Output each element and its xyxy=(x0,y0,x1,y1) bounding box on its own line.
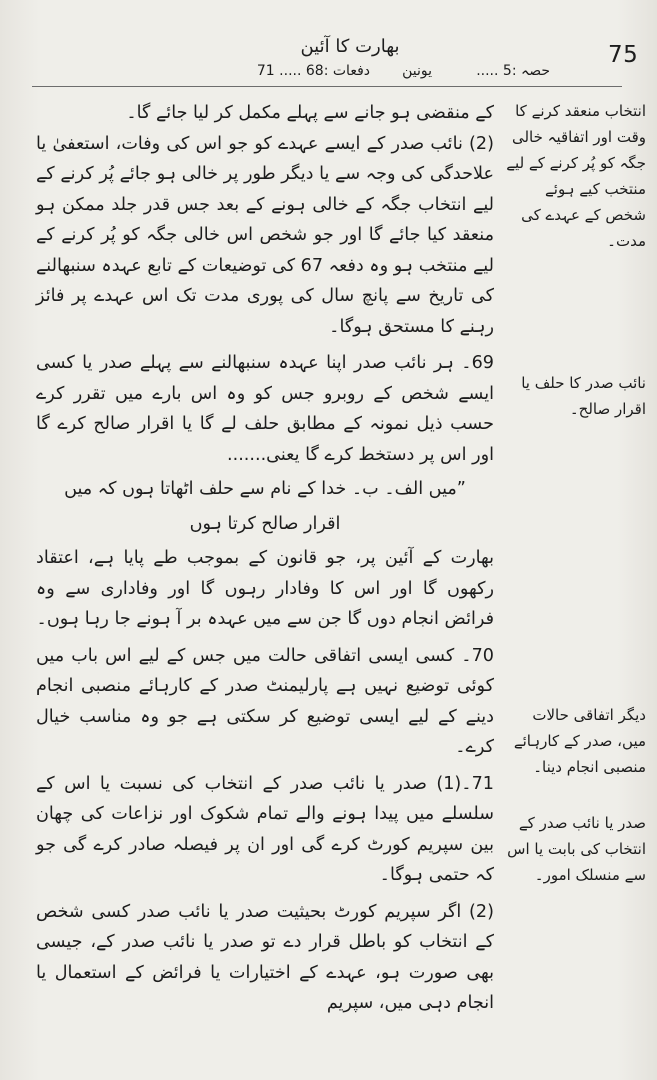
oath-line-2: اقرار صالح کرتا ہوں xyxy=(189,513,341,534)
margin-note-election-disputes: صدر یا نائب صدر کے انتخاب کی بابت یا اس سے منسلک امور۔ xyxy=(507,814,646,884)
paragraph-68-2: (2) نائب صدر کے ایسے عہدے کو جو اس کی وفات، استعفیٰ یا علاحدگی کی وجہ سے یا دیگر طور پر خالی ہو جائے پُر کرنے کے لیے انتخاب جگہ کے خالی ہونے کے بعد جس قدر جلد ممکن ہو منعقد کیا جائے گا اور جو شخص اس خالی جگہ کو پُر کرنے کے لیے منتخب ہو وہ دفعہ 67 کی توضیعات کے تابع عہدہ سنبھالنے کی تاریخ سے پانچ سال کی پوری مدت تک اس عہدے پر فائز رہنے کا مستحق ہوگا۔ xyxy=(36,133,494,337)
paragraph-71-1: 71۔(1) صدر یا نائب صدر کے انتخاب کی نسبت یا اس کے سلسلے میں پیدا ہونے والے تمام شکوک اور نزاعات کی چھان بین سپریم کورٹ کرے گی اور ان پر فیصلہ صادر کرے گی جو کہ حتمی ہوگا۔ xyxy=(36,773,494,885)
unit-label: یونین xyxy=(402,63,432,79)
sections-label: دفعات :68 ..... 71 xyxy=(256,63,370,79)
paragraph-69: 69۔ ہر نائب صدر اپنا عہدہ سنبھالنے سے پہلے صدر یا کسی ایسے شخص کے روبرو جس کو وہ اس بارے میں تقرر کرے حسب ذیل نمونہ کے مطابق حلف لے گا یا اقرار صالح کرے گا اور اس پر دستخط کرے گا یعنی....... xyxy=(36,353,494,465)
part-label: حصہ :5 ..... xyxy=(476,63,550,79)
paragraph-71-2: (2) اگر سپریم کورٹ بحیثیت صدر یا نائب صدر کسی شخص کے انتخاب کو باطل قرار دے تو صدر یا نائب صدر کے، جیسی بھی صورت ہو، عہدے کے اختیارات یا فرائض کے استعمال یا انجام دہی میں، سپریم xyxy=(36,901,494,1013)
oath-body: بھارت کے آئین پر، جو قانون کے بموجب طے پایا ہے، اعتقاد رکھوں گا اور اس کا وفادار رہوں گا اور وفاداری سے وہ فرائض انجام دوں گا جن سے میں عہدہ بر آ ہونے جا رہا ہوں۔ xyxy=(36,548,494,629)
running-header xyxy=(210,63,550,87)
book-title: بھارت کا آئین xyxy=(300,36,400,57)
oath-line-1: ”میں الف۔ ب۔ خدا کے نام سے حلف اٹھاتا ہوں کہ میں xyxy=(64,479,466,499)
paragraph-70: 70۔ کسی ایسی اتفاقی حالت میں جس کے لیے اس باب میں کوئی توضیع نہیں ہے پارلیمنٹ صدر کے کارہائے منصبی انجام دینے کے لیے ایسی توضیع کر سکتی ہے جو وہ مناسب خیال کرے۔ xyxy=(36,645,494,757)
main-text xyxy=(36,98,494,1019)
header-rule xyxy=(32,86,622,87)
margin-note-election-time: انتخاب منعقد کرنے کا وقت اور اتفاقیہ خالی جگہ کو پُر کرنے کے لیے منتخب کیے ہوئے شخص کے عہدے کی مدت۔ xyxy=(506,102,646,250)
margin-note-oath: نائب صدر کا حلف یا اقرار صالح۔ xyxy=(521,374,646,418)
paragraph-continuation: کے منقضی ہو جانے سے پہلے مکمل کر لیا جائے گا۔ xyxy=(126,103,494,123)
margin-note-contingencies: دیگر اتفاقی حالات میں، صدر کے کارہائے منصبی انجام دینا۔ xyxy=(513,706,646,776)
page-number: 75 xyxy=(608,42,639,68)
